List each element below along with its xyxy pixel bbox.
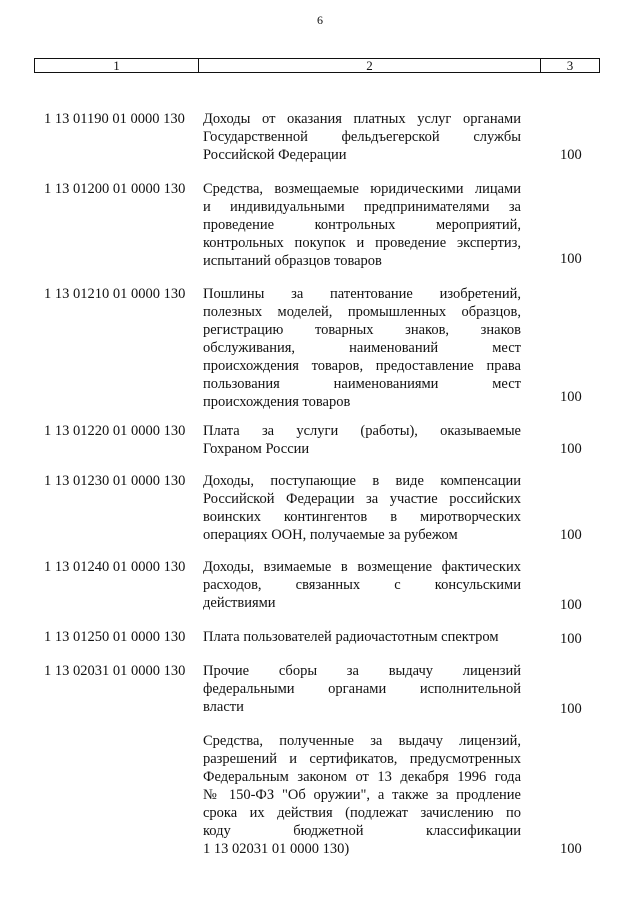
header-col-2: 2 (199, 59, 541, 72)
description-line: происхождения товаров, предоставление права (203, 358, 521, 374)
description-line: происхождения товаров (203, 394, 351, 410)
income-description (203, 628, 521, 646)
norm-value: 100 (560, 841, 582, 857)
description-line: Доходы, поступающие в виде компенсации (203, 473, 521, 489)
description-line: испытаний образцов товаров (203, 253, 382, 269)
description-line: полезных моделей, промышленных образцов, (203, 304, 521, 320)
description-line: Российской Федерации за участие российских (203, 491, 521, 507)
description-line: регистрацию товарных знаков, знаков (203, 322, 521, 338)
norm-value: 100 (560, 389, 582, 405)
description-line: Пошлины за патентование изобретений, (203, 286, 521, 302)
income-description (203, 732, 521, 858)
header-col-1: 1 (35, 59, 199, 72)
description-line: 1 13 02031 01 0000 130) (203, 841, 350, 857)
description-line: расходов, связанных с консульскими (203, 577, 521, 593)
classification-code: 1 13 02031 01 0000 130 (44, 663, 186, 679)
description-line: срока их действия (подлежат зачислению по (203, 805, 521, 821)
description-line: воинских контингентов в миротворческих (203, 509, 521, 525)
classification-code: 1 13 01230 01 0000 130 (44, 473, 186, 489)
description-line: действиями (203, 595, 276, 611)
norm-value: 100 (560, 631, 582, 647)
income-description (203, 472, 521, 544)
income-description (203, 285, 521, 411)
description-line: № 150-ФЗ "Об оружии", а также за продление (203, 787, 521, 803)
description-line: разрешений и сертификатов, предусмотренных (203, 751, 521, 767)
income-description (203, 110, 521, 164)
description-line: Федеральным законом от 13 декабря 1996 года (203, 769, 521, 785)
description-line: Гохраном России (203, 441, 310, 457)
income-description (203, 180, 521, 270)
classification-code: 1 13 01220 01 0000 130 (44, 423, 186, 439)
description-line: обслуживания, наименований мест (203, 340, 521, 356)
classification-code: 1 13 01240 01 0000 130 (44, 559, 186, 575)
norm-value: 100 (560, 527, 582, 543)
income-description (203, 662, 521, 716)
table-header (34, 58, 600, 73)
classification-code: 1 13 01210 01 0000 130 (44, 286, 186, 302)
description-line: Доходы, взимаемые в возмещение фактических (203, 559, 521, 575)
description-line: Прочие сборы за выдачу лицензий (203, 663, 521, 679)
description-line: федеральными органами исполнительной (203, 681, 521, 697)
classification-code: 1 13 01250 01 0000 130 (44, 629, 186, 645)
description-line: контрольных покупок и проведение экспертиз, (203, 235, 521, 251)
norm-value: 100 (560, 147, 582, 163)
description-line: и индивидуальными предпринимателями за (203, 199, 521, 215)
description-line: Плата за услуги (работы), оказываемые (203, 423, 521, 439)
description-line: коду бюджетной классификации (203, 823, 521, 839)
description-line: Средства, полученные за выдачу лицензий, (203, 733, 521, 749)
income-description (203, 558, 521, 612)
description-line: Средства, возмещаемые юридическими лицами (203, 181, 521, 197)
description-line: Доходы от оказания платных услуг органами (203, 111, 521, 127)
description-line: Российской Федерации (203, 147, 347, 163)
norm-value: 100 (560, 441, 582, 457)
income-description (203, 422, 521, 458)
description-line: Государственной фельдъегерской службы (203, 129, 521, 145)
description-line: операциях ООН, получаемые за рубежом (203, 527, 458, 543)
norm-value: 100 (560, 701, 582, 717)
description-line: проведение контрольных мероприятий, (203, 217, 521, 233)
classification-code: 1 13 01200 01 0000 130 (44, 181, 186, 197)
description-line: Плата пользователей радиочастотным спектром (203, 629, 499, 645)
classification-code: 1 13 01190 01 0000 130 (44, 111, 185, 127)
norm-value: 100 (560, 597, 582, 613)
description-line: пользования наименованиями мест (203, 376, 521, 392)
page-number: 6 (317, 13, 323, 27)
header-col-3: 3 (566, 58, 574, 73)
norm-value: 100 (560, 251, 582, 267)
description-line: власти (203, 699, 244, 715)
